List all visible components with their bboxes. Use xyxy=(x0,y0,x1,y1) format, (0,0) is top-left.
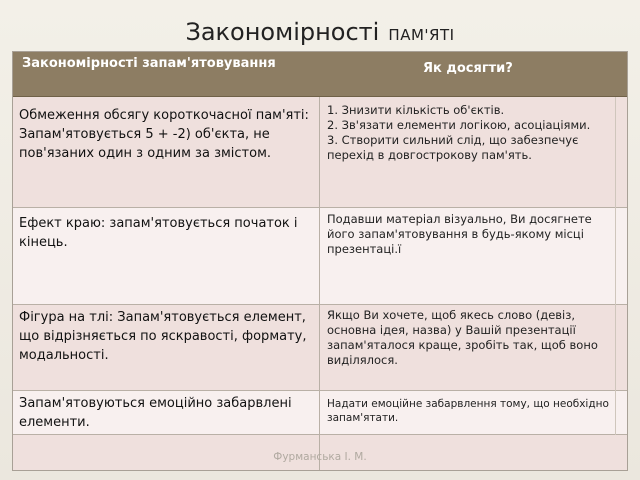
table-row xyxy=(13,305,627,391)
row-1-method-item: 2. Зв'язати елементи логікою, асоціаціями. xyxy=(327,118,591,132)
row-1-method-item: 1. Знизити кількість об'єктів. xyxy=(327,103,505,117)
row-1-method-list xyxy=(327,103,612,163)
table-header xyxy=(13,52,627,97)
table-row xyxy=(13,391,627,435)
right-border-line xyxy=(615,97,616,435)
row-4-method: Надати емоційне забарвлення тому, що необхідно запам'ятати. xyxy=(327,398,609,424)
header-regularities: Закономірності запам'ятовування xyxy=(22,56,276,71)
title-main: Закономірності xyxy=(185,18,380,46)
table-row xyxy=(13,97,627,208)
header-how-to-achieve: Як досягти? xyxy=(423,61,513,76)
row-1-method-item: 3. Створити сильний слід, що забезпечує перехід в довгострокову пам'ять. xyxy=(327,133,579,162)
row-3-regularity: Фігура на тлі: Запам'ятовується елемент, що відрізняється по яскравості, формату, модальності. xyxy=(19,310,307,363)
row-3-method: Якщо Ви хочете, щоб якесь слово (девіз, основна ідея, назва) у Вашій презентації запам'яталося краще, зробіть так, щоб воно виділялося. xyxy=(327,308,598,367)
row-4-regularity: Запам'ятовуються емоційно забарвлені елементи. xyxy=(19,396,292,430)
memory-regularities-table xyxy=(12,51,628,471)
column-divider xyxy=(319,97,320,470)
slide-title xyxy=(0,18,640,46)
title-small: ПАМ'ЯТІ xyxy=(388,26,455,44)
row-2-regularity: Ефект краю: запам'ятовується початок і кінець. xyxy=(19,216,298,250)
row-2-method: Подавши матеріал візуально, Ви досягнете його запам'ятовування в будь-якому місці презентаці.ї xyxy=(327,212,592,256)
row-1-regularity: Обмеження обсягу короткочасної пам'яті: Запам'ятовується 5 + -2) об'єкта, не пов'язаних один з одним за змістом. xyxy=(19,108,309,161)
table-row xyxy=(13,208,627,305)
author-footer: Фурманська І. М. xyxy=(273,451,367,463)
